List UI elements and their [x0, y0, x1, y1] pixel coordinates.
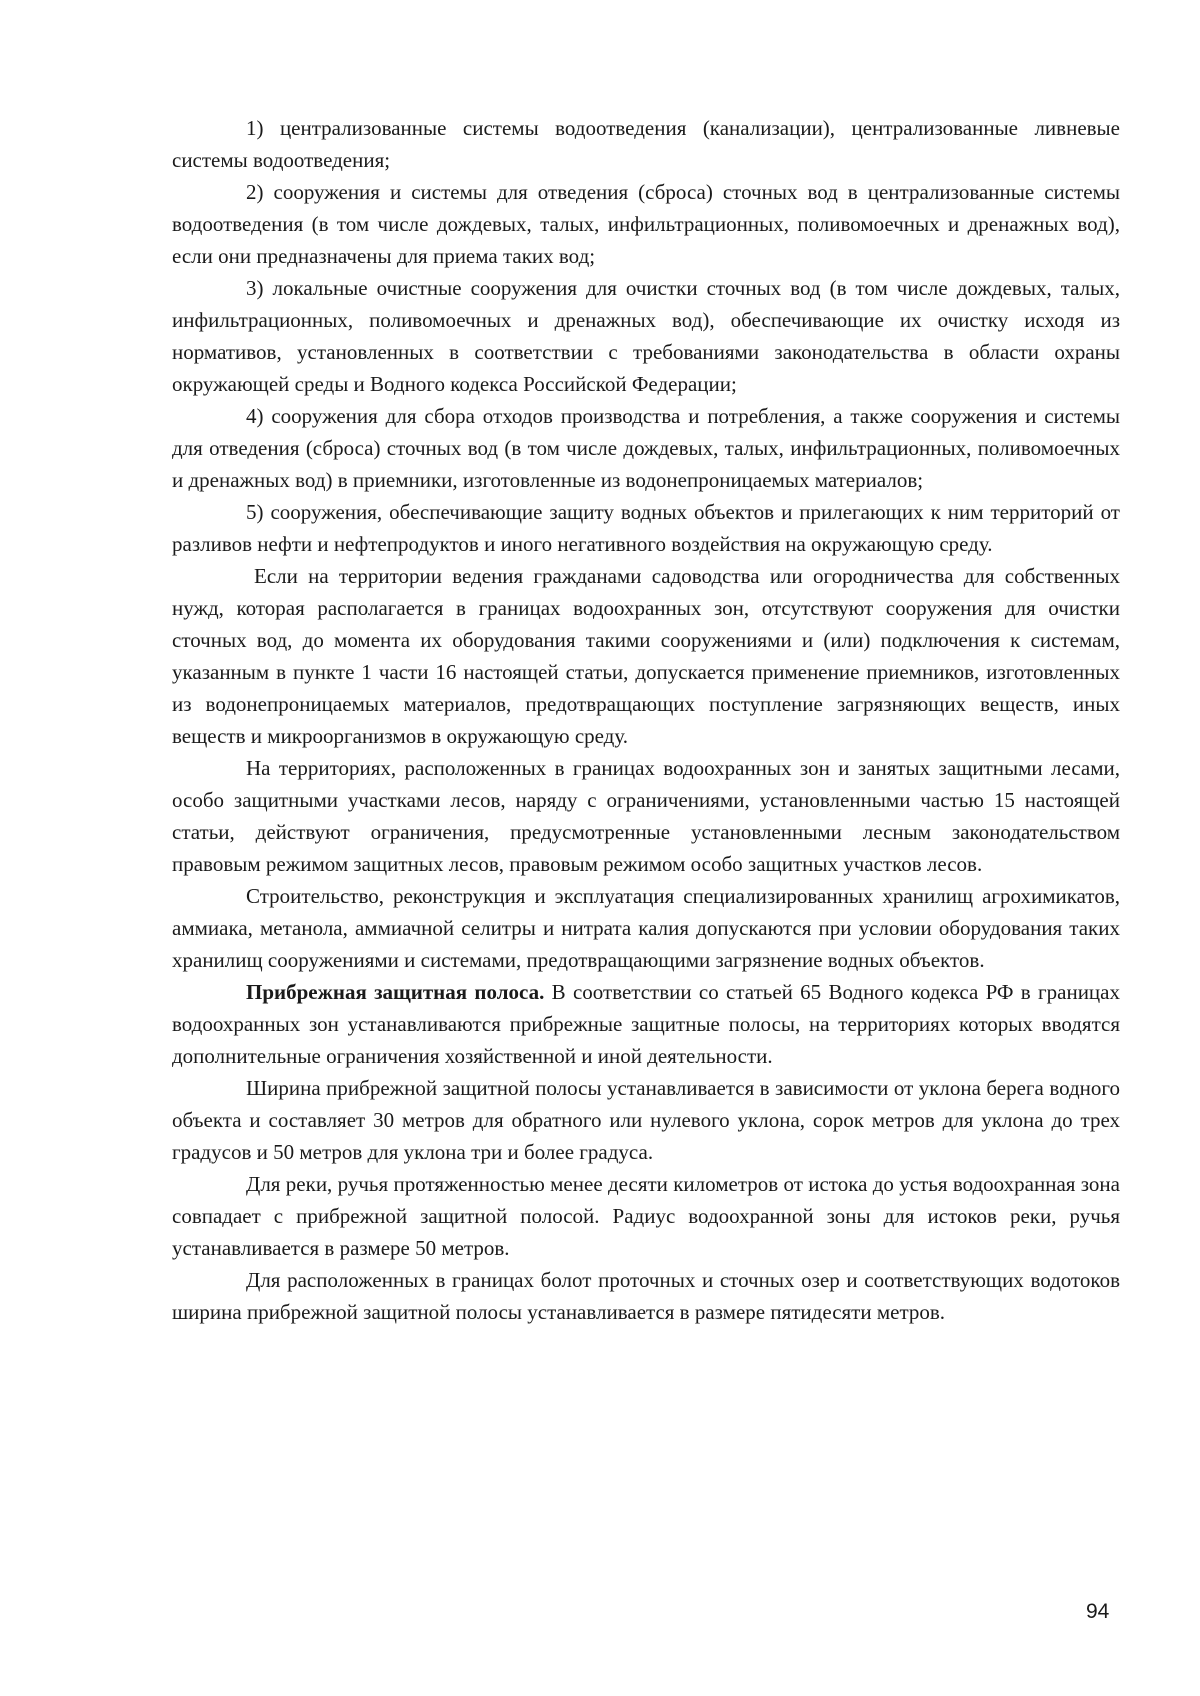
paragraph-item-1: 1) централизованные системы водоотведения (канализации), централизованные ливневые системы водоотведения; [172, 116, 1120, 172]
section-heading: Прибрежная защитная полоса. [246, 980, 545, 1004]
paragraph-text: В соответствии со статьей 65 Водного кодекса РФ в границах водоохранных зон устанавливаются прибрежные защитные полосы, на территориях которых вводятся дополнительные ограничения хозяйственной и иной деятельности. [172, 980, 1120, 1068]
page-number: 94 [1086, 1600, 1110, 1623]
paragraph-river-stream: Для реки, ручья протяженностью менее десяти километров от истока до устья водоохранная зона совпадает с прибрежной защитной полосой. Радиус водоохранной зоны для истоков реки, ручья устанавливается в размере 50 метров. [172, 1172, 1120, 1260]
document-body [172, 112, 1120, 1328]
paragraph-item-3: 3) локальные очистные сооружения для очистки сточных вод (в том числе дождевых, талых, инфильтрационных, поливомоечных и дренажных вод), обеспечивающие их очистку исходя из нормативов, установленных в соответствии с требованиями законодательства в области охраны окружающей среды и Водного кодекса Российской Федерации; [172, 276, 1120, 396]
paragraph-protective-forests: На территориях, расположенных в границах водоохранных зон и занятых защитными лесами, особо защитными участками лесов, наряду с ограничениями, установленными частью 15 настоящей статьи, действуют ограничения, предусмотренные установленными лесным законодательством правовым режимом защитных лесов, правовым режимом особо защитных участков лесов. [172, 756, 1120, 876]
paragraph-item-5: 5) сооружения, обеспечивающие защиту водных объектов и прилегающих к ним территорий от разливов нефти и нефтепродуктов и иного негативного воздействия на окружающую среду. [172, 500, 1120, 556]
paragraph-swamps-lakes: Для расположенных в границах болот проточных и сточных озер и соответствующих водотоков ширина прибрежной защитной полосы устанавливается в размере пятидесяти метров. [172, 1268, 1120, 1324]
paragraph-coastal-strip [172, 976, 1120, 1072]
paragraph-item-2: 2) сооружения и системы для отведения (сброса) сточных вод в централизованные системы водоотведения (в том числе дождевых, талых, инфильтрационных, поливомоечных и дренажных вод), если они предназначены для приема таких вод; [172, 180, 1120, 268]
paragraph-gardening: Если на территории ведения гражданами садоводства или огородничества для собственных нужд, которая располагается в границах водоохранных зон, отсутствуют сооружения для очистки сточных вод, до момента их оборудования такими сооружениями и (или) подключения к системам, указанным в пункте 1 части 16 настоящей статьи, допускается применение приемников, изготовленных из водонепроницаемых материалов, предотвращающих поступление загрязняющих веществ, иных веществ и микроорганизмов в окружающую среду. [172, 564, 1120, 748]
paragraph-agrochemical-storage: Строительство, реконструкция и эксплуатация специализированных хранилищ агрохимикатов, аммиака, метанола, аммиачной селитры и нитрата калия допускаются при условии оборудования таких хранилищ сооружениями и системами, предотвращающими загрязнение водных объектов. [172, 884, 1120, 972]
paragraph-item-4: 4) сооружения для сбора отходов производства и потребления, а также сооружения и системы для отведения (сброса) сточных вод (в том числе дождевых, талых, инфильтрационных, поливомоечных и дренажных вод) в приемники, изготовленные из водонепроницаемых материалов; [172, 404, 1120, 492]
paragraph-strip-width: Ширина прибрежной защитной полосы устанавливается в зависимости от уклона берега водного объекта и составляет 30 метров для обратного или нулевого уклона, сорок метров для уклона до трех градусов и 50 метров для уклона три и более градуса. [172, 1076, 1120, 1164]
